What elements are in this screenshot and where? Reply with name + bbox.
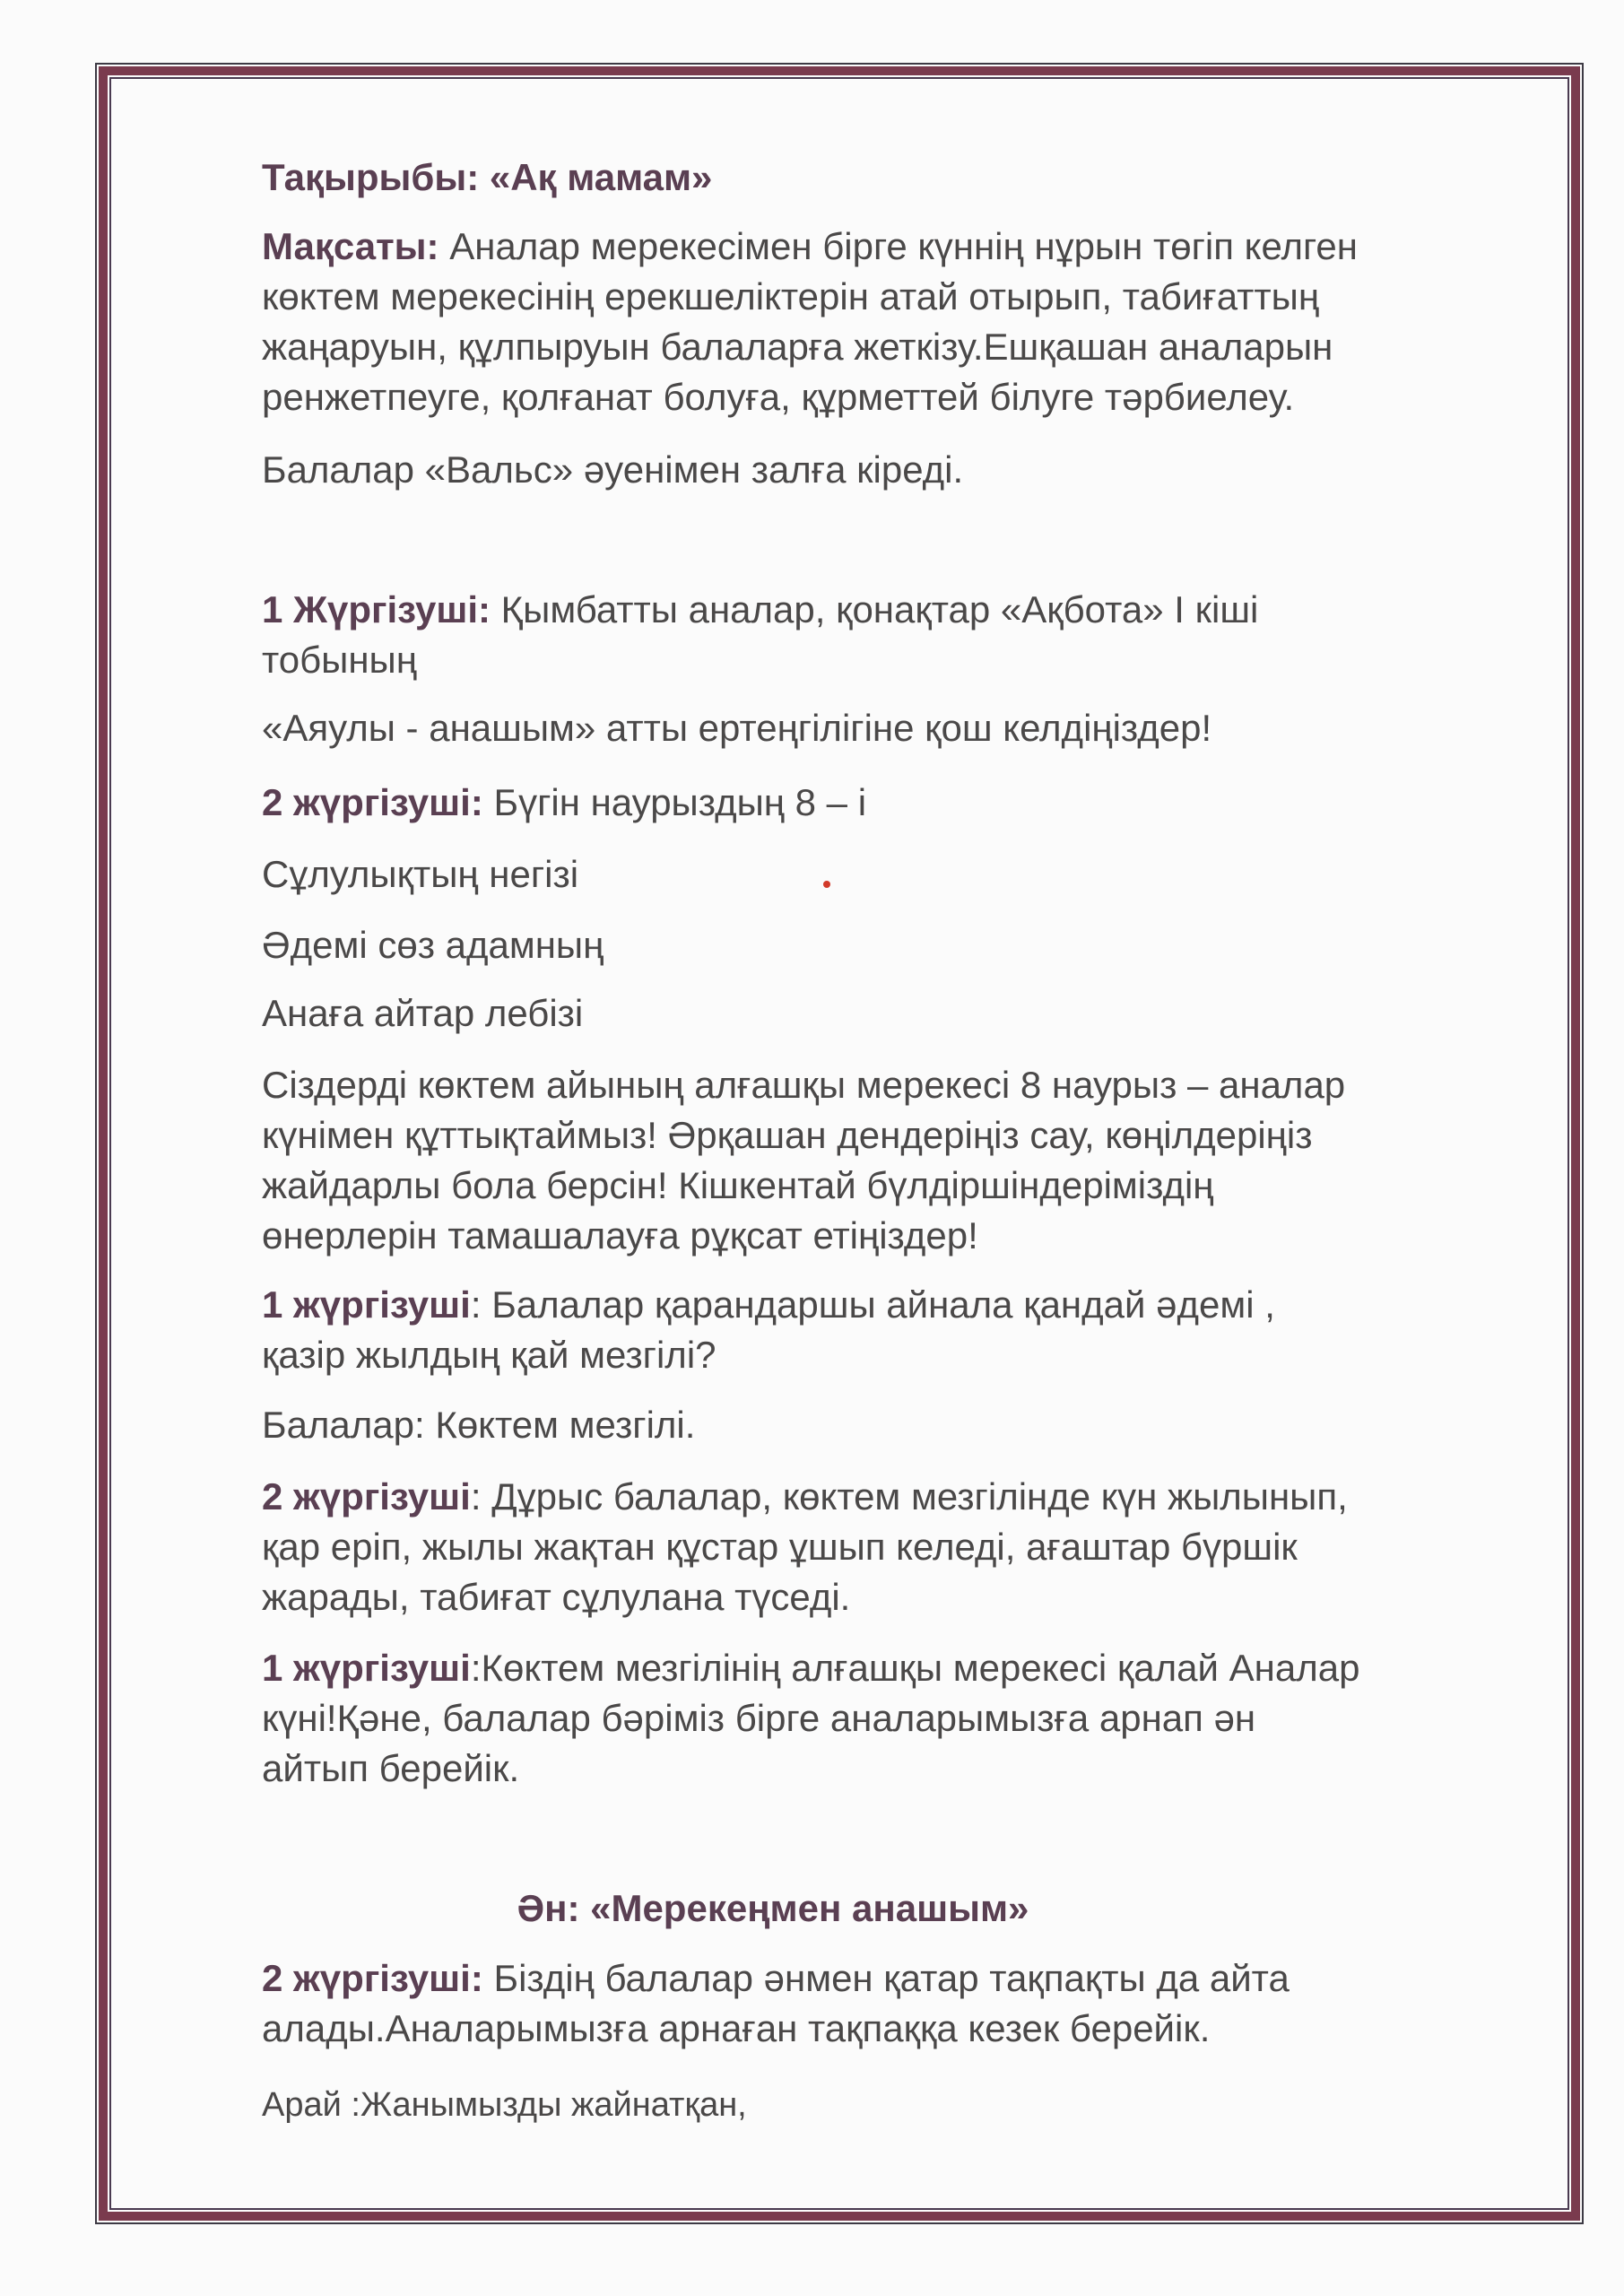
line-text: :Көктем мезгілінің алғашқы мерекесі қалай Аналар (470, 1647, 1360, 1689)
line-text: қар еріп, жылы жақтан құстар ұшып келеді, ағаштар бүршік (262, 1526, 1298, 1568)
line-text: күнімен құттықтаймыз! Әрқашан дендеріңіз сау, көңілдеріңіз (262, 1114, 1313, 1156)
text-line (262, 1572, 1544, 1622)
paragraph-congratulation (262, 1060, 1544, 1261)
line-text: алады.Аналарымызға арнаған тақпаққа кезек берейік. (262, 2007, 1211, 2049)
paragraph-presenter2-intro (262, 778, 1544, 828)
line-text: Сұлулықтың негізі (262, 853, 579, 895)
text-line (262, 445, 1544, 495)
line-text: : Балалар қарандаршы айнала қандай әдемі , (470, 1283, 1275, 1326)
line-text: Әдемі сөз адамның (262, 924, 604, 966)
paragraph-children-answer (262, 1400, 1544, 1450)
text-line (262, 635, 1544, 685)
text-line (262, 1211, 1544, 1261)
text-line (262, 1400, 1544, 1450)
text-line (262, 1330, 1544, 1380)
text-line (262, 2080, 1544, 2130)
text-line (262, 778, 1544, 828)
paragraph-presenter1-question (262, 1280, 1544, 1380)
paragraph-presenter1-song (262, 1643, 1544, 1794)
line-text: қазір жылдың қай мезгілі? (262, 1334, 716, 1376)
speaker-label: 2 жүргізуші: (262, 781, 483, 823)
paragraph-poem-line-2 (262, 920, 1544, 970)
line-text: жайдарлы бола берсін! Кішкентай бүлдіршіндеріміздің (262, 1164, 1214, 1206)
speaker-label: Ән: «Мерекеңмен анашым» (517, 1887, 1029, 1929)
line-text: : Дұрыс балалар, көктем мезгілінде күн жылынып, (470, 1475, 1348, 1518)
paragraph-presenter1-greeting (262, 585, 1544, 685)
text-line (262, 1883, 1284, 1934)
paragraph-presenter2-spring (262, 1472, 1544, 1622)
paragraph-presenter2-poems (262, 1953, 1544, 2054)
line-text: тобының (262, 639, 417, 681)
text-line (262, 988, 1544, 1039)
paragraph-song-heading (262, 1883, 1284, 1934)
line-text: Арай :Жанымызды жайнатқан, (262, 2086, 747, 2124)
paragraph-title (262, 152, 1544, 203)
text-line (262, 1060, 1544, 1110)
text-line (262, 272, 1544, 322)
text-line (262, 152, 1544, 203)
speaker-label: 2 жүргізуші (262, 1475, 471, 1518)
line-text: Біздің балалар әнмен қатар тақпақты да айта (482, 1957, 1290, 1999)
paragraph-arai-poem (262, 2080, 1544, 2130)
text-line (262, 372, 1544, 422)
paragraph-poem-line-3 (262, 988, 1544, 1039)
line-text: ренжетпеуге, қолғанат болуға, құрметтей білуге тәрбиелеу. (262, 376, 1295, 418)
paragraph-entrance-note (262, 445, 1544, 495)
line-text: көктем мерекесінің ерекшеліктерін атай отырып, табиғаттың (262, 275, 1320, 317)
line-text: Бүгін наурыздың 8 – і (482, 781, 867, 823)
line-text: күні!Қәне, балалар бәріміз бірге аналарымызға арнап ән (262, 1697, 1256, 1739)
text-line (262, 1744, 1544, 1794)
text-line (262, 1110, 1544, 1161)
text-line (262, 1643, 1544, 1693)
speaker-label: 1 Жүргізуші: (262, 588, 491, 631)
line-text: Балалар: Көктем мезгілі. (262, 1404, 696, 1446)
text-line (262, 1161, 1544, 1211)
line-text: Аналар мерекесімен бірге күннің нұрын төгіп келген (439, 225, 1358, 267)
line-text: жаңаруын, құлпыруын балаларға жеткізу.Ешқашан аналарын (262, 326, 1333, 368)
line-text: өнерлерін тамашалауға рұқсат етіңіздер! (262, 1214, 978, 1257)
line-text: Анаға айтар лебізі (262, 992, 584, 1034)
paragraph-poem-line-1 (262, 849, 1544, 900)
paragraph-greeting-line (262, 703, 1544, 753)
line-text: Қымбатты аналар, қонақтар «Ақбота» І кіші (491, 588, 1259, 631)
line-text: жарады, табиғат сұлулана түседі. (262, 1576, 851, 1618)
text-line (262, 2004, 1544, 2054)
paragraph-goal (262, 222, 1544, 422)
text-line (262, 222, 1544, 272)
text-line (262, 1522, 1544, 1572)
speaker-label: 1 жүргізуші (262, 1647, 471, 1689)
text-line (262, 1953, 1544, 2004)
speaker-label: Тақырыбы: «Ақ мамам» (262, 156, 713, 198)
line-text: «Аяулы - анашым» атты ертеңгілігіне қош келдіңіздер! (262, 707, 1212, 749)
speaker-label: 2 жүргізуші: (262, 1957, 483, 1999)
text-line (262, 322, 1544, 372)
text-line (262, 585, 1544, 635)
text-line (262, 849, 1544, 900)
line-text: айтып берейік. (262, 1747, 520, 1789)
line-text: Балалар «Вальс» әуенімен залға кіреді. (262, 448, 964, 491)
speaker-label: 1 жүргізуші (262, 1283, 471, 1326)
text-line (262, 1280, 1544, 1330)
text-line (262, 703, 1544, 753)
text-line (262, 1693, 1544, 1744)
speaker-label: Мақсаты: (262, 225, 439, 267)
line-text: Сіздерді көктем айының алғашқы мерекесі 8 наурыз – аналар (262, 1064, 1346, 1106)
text-line (262, 1472, 1544, 1522)
text-line (262, 920, 1544, 970)
